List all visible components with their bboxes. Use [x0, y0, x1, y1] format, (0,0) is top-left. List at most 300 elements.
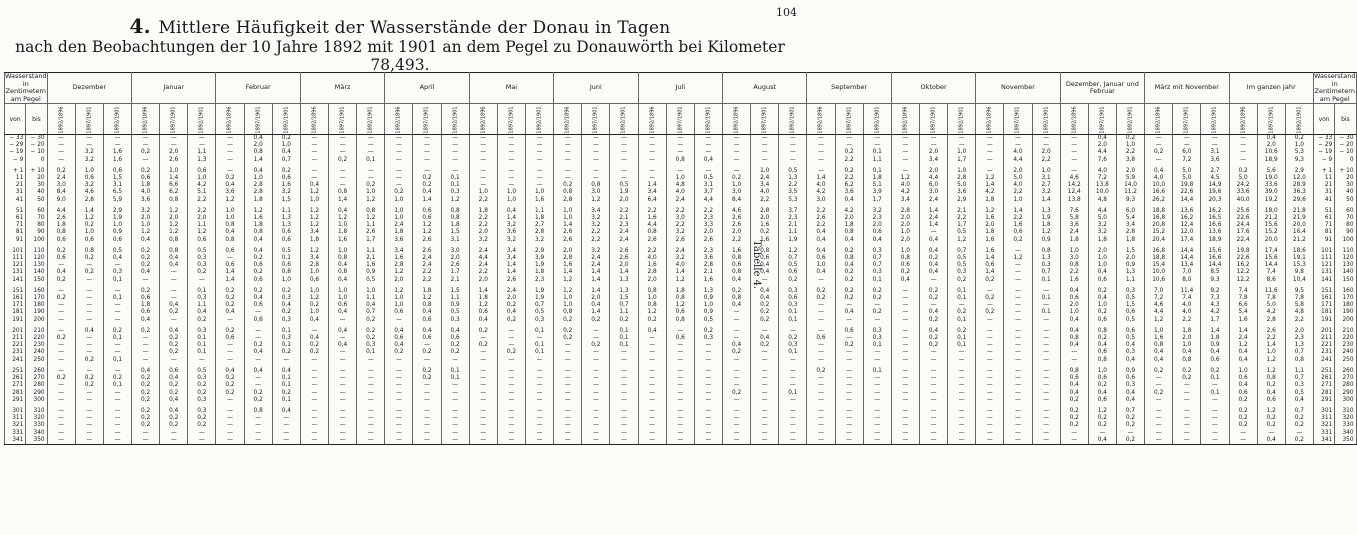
- day-count-cell: —: [1060, 157, 1088, 164]
- day-count-cell: 16,6: [1201, 222, 1229, 229]
- day-count-cell: —: [807, 408, 835, 415]
- day-count-cell: —: [1032, 349, 1060, 356]
- day-count-cell: —: [526, 408, 554, 415]
- day-count-cell: 1,4: [976, 182, 1004, 189]
- day-count-cell: 0,4: [751, 335, 779, 342]
- day-count-cell: —: [835, 302, 863, 309]
- day-count-cell: 0,7: [1285, 375, 1313, 382]
- day-count-cell: 0,2: [807, 288, 835, 295]
- day-count-cell: 1,1: [188, 222, 216, 229]
- day-count-cell: —: [976, 390, 1004, 397]
- day-count-cell: —: [779, 142, 807, 149]
- row-von-right: 321: [1313, 422, 1334, 429]
- day-count-cell: 0,4: [807, 269, 835, 276]
- day-count-cell: 3,4: [385, 248, 413, 255]
- day-count-cell: —: [188, 277, 216, 284]
- day-count-cell: —: [1173, 142, 1201, 149]
- day-count-cell: —: [132, 437, 160, 445]
- day-count-cell: 0,4: [300, 335, 328, 342]
- day-count-cell: 3,6: [216, 189, 244, 196]
- day-count-cell: 2,4: [919, 215, 947, 222]
- day-count-cell: —: [132, 342, 160, 349]
- day-count-cell: 0,4: [1145, 168, 1173, 175]
- day-count-cell: —: [103, 430, 131, 437]
- day-count-cell: —: [1004, 415, 1032, 422]
- day-count-cell: 4,4: [1088, 208, 1116, 215]
- day-count-cell: —: [807, 382, 835, 389]
- day-count-cell: 2,2: [694, 208, 722, 215]
- year-range-label: 1892/1896: [1240, 105, 1247, 134]
- day-count-cell: 2,0: [497, 295, 525, 302]
- day-count-cell: 0,4: [694, 157, 722, 164]
- bis-header-right: bis: [1335, 104, 1356, 135]
- day-count-cell: —: [132, 335, 160, 342]
- day-count-cell: —: [694, 422, 722, 429]
- day-count-cell: —: [103, 302, 131, 309]
- day-count-cell: 0,8: [722, 295, 750, 302]
- row-bis: 100: [26, 237, 47, 244]
- day-count-cell: 4,8: [1088, 197, 1116, 204]
- day-count-cell: —: [919, 430, 947, 437]
- year-range-header: [272, 104, 300, 135]
- row-bis: 130: [26, 262, 47, 269]
- day-count-cell: —: [526, 437, 554, 445]
- day-count-cell: 0,7: [948, 248, 976, 255]
- day-count-cell: —: [441, 415, 469, 422]
- day-count-cell: 1,2: [441, 197, 469, 204]
- day-count-cell: 0,2: [1257, 422, 1285, 429]
- table-row: [5, 368, 1357, 375]
- day-count-cell: —: [526, 182, 554, 189]
- day-count-cell: —: [694, 368, 722, 375]
- day-count-cell: 1,0: [132, 222, 160, 229]
- day-count-cell: 0,8: [835, 229, 863, 236]
- day-count-cell: —: [160, 288, 188, 295]
- day-count-cell: 0,2: [948, 277, 976, 284]
- day-count-cell: —: [891, 430, 919, 437]
- day-count-cell: —: [835, 335, 863, 342]
- day-count-cell: 0,6: [244, 317, 272, 324]
- day-count-cell: 1,1: [779, 229, 807, 236]
- table-row: [5, 237, 1357, 244]
- day-count-cell: 5,0: [1229, 175, 1257, 182]
- table-row: [5, 168, 1357, 175]
- day-count-cell: 4,4: [1088, 149, 1116, 156]
- day-count-cell: —: [751, 368, 779, 375]
- day-count-cell: —: [1060, 430, 1088, 437]
- day-count-cell: 1,0: [554, 302, 582, 309]
- day-count-cell: 19,1: [1285, 255, 1313, 262]
- day-count-cell: 2,8: [554, 255, 582, 262]
- day-count-cell: —: [1004, 382, 1032, 389]
- day-count-cell: —: [300, 149, 328, 156]
- day-count-cell: 1,8: [1088, 237, 1116, 244]
- row-bis-right: 130: [1335, 262, 1356, 269]
- day-count-cell: —: [497, 368, 525, 375]
- day-count-cell: 2,7: [1201, 168, 1229, 175]
- day-count-cell: 0,5: [188, 368, 216, 375]
- day-count-cell: 0,6: [103, 168, 131, 175]
- day-count-cell: 19,8: [1173, 182, 1201, 189]
- day-count-cell: 0,2: [441, 349, 469, 356]
- day-count-cell: 21,2: [1285, 237, 1313, 244]
- day-count-cell: —: [751, 437, 779, 445]
- day-count-cell: —: [1145, 437, 1173, 445]
- year-range-header: [216, 104, 244, 135]
- day-count-cell: —: [413, 135, 441, 143]
- day-count-cell: —: [47, 422, 75, 429]
- day-count-cell: 0,2: [357, 335, 385, 342]
- day-count-cell: —: [863, 430, 891, 437]
- year-range-label: 1892/1901: [283, 105, 290, 134]
- day-count-cell: 1,4: [582, 269, 610, 276]
- row-bis: 120: [26, 255, 47, 262]
- day-count-cell: 0,8: [1088, 357, 1116, 364]
- day-count-cell: —: [497, 175, 525, 182]
- day-count-cell: 1,2: [413, 229, 441, 236]
- day-count-cell: 3,7: [694, 189, 722, 196]
- day-count-cell: —: [47, 390, 75, 397]
- day-count-cell: —: [779, 437, 807, 445]
- day-count-cell: 1,0: [1173, 342, 1201, 349]
- day-count-cell: 2,0: [1060, 302, 1088, 309]
- day-count-cell: —: [919, 357, 947, 364]
- day-count-cell: —: [1173, 430, 1201, 437]
- day-count-cell: 14,2: [1060, 182, 1088, 189]
- day-count-cell: 0,5: [948, 229, 976, 236]
- day-count-cell: —: [526, 430, 554, 437]
- day-count-cell: 1,6: [1004, 222, 1032, 229]
- row-bis: 110: [26, 248, 47, 255]
- row-von-right: 91: [1313, 237, 1334, 244]
- day-count-cell: —: [497, 397, 525, 404]
- year-range-header: [1060, 104, 1088, 135]
- von-header: von: [5, 104, 26, 135]
- row-von: 71: [5, 222, 26, 229]
- year-range-label: 1892/1901: [705, 105, 712, 134]
- day-count-cell: 2,8: [526, 229, 554, 236]
- day-count-cell: 2,2: [188, 208, 216, 215]
- day-count-cell: 4,0: [132, 189, 160, 196]
- row-bis: 240: [26, 349, 47, 356]
- day-count-cell: 18,8: [1145, 255, 1173, 262]
- day-count-cell: —: [300, 328, 328, 335]
- day-count-cell: —: [216, 342, 244, 349]
- day-count-cell: 0,2: [1060, 408, 1088, 415]
- day-count-cell: —: [132, 142, 160, 149]
- day-count-cell: —: [300, 415, 328, 422]
- day-count-cell: 2,0: [160, 149, 188, 156]
- day-count-cell: 1,4: [216, 269, 244, 276]
- day-count-cell: 4,0: [807, 182, 835, 189]
- day-count-cell: —: [891, 382, 919, 389]
- day-count-cell: 0,1: [188, 349, 216, 356]
- day-count-cell: 0,6: [976, 262, 1004, 269]
- day-count-cell: 3,6: [497, 229, 525, 236]
- day-count-cell: —: [385, 157, 413, 164]
- day-count-cell: 4,4: [694, 197, 722, 204]
- table-row: [5, 302, 1357, 309]
- row-von-right: 161: [1313, 295, 1334, 302]
- day-count-cell: —: [1032, 142, 1060, 149]
- day-count-cell: —: [385, 175, 413, 182]
- day-count-cell: —: [554, 142, 582, 149]
- day-count-cell: 20,0: [1285, 222, 1313, 229]
- day-count-cell: —: [385, 368, 413, 375]
- day-count-cell: —: [75, 309, 103, 316]
- day-count-cell: —: [1060, 168, 1088, 175]
- day-count-cell: 7,3: [1201, 295, 1229, 302]
- day-count-cell: —: [1173, 382, 1201, 389]
- day-count-cell: 14,4: [1257, 262, 1285, 269]
- day-count-cell: —: [1004, 135, 1032, 143]
- day-count-cell: 0,4: [329, 328, 357, 335]
- day-count-cell: 0,6: [1116, 309, 1144, 316]
- day-count-cell: —: [526, 382, 554, 389]
- day-count-cell: —: [1173, 415, 1201, 422]
- day-count-cell: 2,8: [244, 189, 272, 196]
- day-count-cell: —: [666, 390, 694, 397]
- day-count-cell: 0,1: [779, 390, 807, 397]
- day-count-cell: 0,4: [919, 309, 947, 316]
- day-count-cell: 2,2: [835, 175, 863, 182]
- day-count-cell: —: [526, 142, 554, 149]
- day-count-cell: 0,2: [216, 295, 244, 302]
- day-count-cell: 0,2: [751, 317, 779, 324]
- day-count-cell: —: [1004, 317, 1032, 324]
- day-count-cell: 0,2: [1285, 437, 1313, 445]
- day-count-cell: 0,3: [188, 262, 216, 269]
- day-count-cell: 2,0: [469, 229, 497, 236]
- day-count-cell: 2,2: [610, 208, 638, 215]
- day-count-cell: 2,4: [919, 197, 947, 204]
- day-count-cell: 0,3: [272, 295, 300, 302]
- day-count-cell: —: [1032, 437, 1060, 445]
- day-count-cell: 5,0: [948, 182, 976, 189]
- row-bis-right: 140: [1335, 269, 1356, 276]
- day-count-cell: 2,8: [948, 175, 976, 182]
- day-count-cell: —: [160, 430, 188, 437]
- day-count-cell: —: [385, 437, 413, 445]
- day-count-cell: —: [554, 415, 582, 422]
- day-count-cell: —: [329, 135, 357, 143]
- day-count-cell: —: [863, 415, 891, 422]
- day-count-cell: —: [807, 142, 835, 149]
- day-count-cell: —: [891, 168, 919, 175]
- day-count-cell: —: [638, 357, 666, 364]
- day-count-cell: 2,9: [103, 208, 131, 215]
- year-range-header: [385, 104, 413, 135]
- row-von-right: 211: [1313, 335, 1334, 342]
- day-count-cell: 2,6: [666, 237, 694, 244]
- day-count-cell: —: [188, 135, 216, 143]
- day-count-cell: 0,2: [413, 349, 441, 356]
- day-count-cell: —: [300, 168, 328, 175]
- row-von-right: 201: [1313, 328, 1334, 335]
- day-count-cell: 0,2: [413, 175, 441, 182]
- day-count-cell: 1,4: [554, 222, 582, 229]
- day-count-cell: —: [1145, 382, 1173, 389]
- day-count-cell: —: [216, 408, 244, 415]
- day-count-cell: 0,7: [779, 255, 807, 262]
- day-count-cell: 0,2: [751, 302, 779, 309]
- row-von: 151: [5, 288, 26, 295]
- day-count-cell: 0,7: [610, 302, 638, 309]
- day-count-cell: 0,2: [132, 415, 160, 422]
- day-count-cell: 2,4: [1229, 335, 1257, 342]
- day-count-cell: —: [1201, 142, 1229, 149]
- day-count-cell: —: [779, 368, 807, 375]
- day-count-cell: —: [779, 157, 807, 164]
- day-count-cell: —: [441, 149, 469, 156]
- day-count-cell: —: [75, 277, 103, 284]
- day-count-cell: 0,1: [948, 317, 976, 324]
- day-count-cell: 0,8: [751, 248, 779, 255]
- day-count-cell: 0,2: [694, 328, 722, 335]
- day-count-cell: 0,1: [272, 255, 300, 262]
- day-count-cell: —: [132, 349, 160, 356]
- day-count-cell: —: [891, 142, 919, 149]
- day-count-cell: —: [47, 317, 75, 324]
- year-range-label: 1892/1896: [142, 105, 149, 134]
- day-count-cell: —: [722, 317, 750, 324]
- day-count-cell: —: [244, 382, 272, 389]
- day-count-cell: 0,6: [385, 335, 413, 342]
- day-count-cell: —: [1060, 142, 1088, 149]
- day-count-cell: 0,2: [1257, 415, 1285, 422]
- day-count-cell: 0,2: [47, 168, 75, 175]
- day-count-cell: 1,4: [976, 255, 1004, 262]
- day-count-cell: 0,2: [160, 349, 188, 356]
- day-count-cell: 6,6: [1229, 302, 1257, 309]
- day-count-cell: 2,8: [694, 262, 722, 269]
- day-count-cell: —: [103, 135, 131, 143]
- year-range-label: 1897/1901: [1183, 105, 1190, 134]
- stand-header-right: Wasserstand in Zentimetern am Pegel: [1313, 72, 1356, 103]
- day-count-cell: —: [497, 135, 525, 143]
- day-count-cell: 6,2: [160, 189, 188, 196]
- day-count-cell: 0,1: [103, 277, 131, 284]
- row-von-right: 71: [1313, 222, 1334, 229]
- day-count-cell: 0,4: [1060, 317, 1088, 324]
- day-count-cell: —: [244, 357, 272, 364]
- day-count-cell: —: [357, 175, 385, 182]
- day-count-cell: 2,0: [976, 222, 1004, 229]
- day-count-cell: —: [1032, 335, 1060, 342]
- day-count-cell: —: [779, 357, 807, 364]
- day-count-cell: 3,1: [103, 182, 131, 189]
- day-count-cell: 1,4: [807, 175, 835, 182]
- day-count-cell: 2,2: [1257, 335, 1285, 342]
- year-range-header: [919, 104, 947, 135]
- day-count-cell: 1,2: [300, 215, 328, 222]
- day-count-cell: 4,8: [666, 182, 694, 189]
- row-bis-right: 170: [1335, 295, 1356, 302]
- day-count-cell: —: [441, 390, 469, 397]
- day-count-cell: 3,6: [1060, 222, 1088, 229]
- day-count-cell: 2,6: [441, 262, 469, 269]
- day-count-cell: 1,2: [357, 215, 385, 222]
- year-range-label: 1897/1901: [86, 105, 93, 134]
- day-count-cell: —: [526, 415, 554, 422]
- day-count-cell: 1,2: [891, 175, 919, 182]
- day-count-cell: —: [610, 390, 638, 397]
- day-count-cell: 0,4: [1088, 295, 1116, 302]
- day-count-cell: 0,2: [863, 295, 891, 302]
- day-count-cell: 0,2: [554, 335, 582, 342]
- day-count-cell: 0,1: [863, 168, 891, 175]
- day-count-cell: 2,2: [469, 215, 497, 222]
- day-count-cell: 0,2: [75, 222, 103, 229]
- day-count-cell: 1,4: [1004, 208, 1032, 215]
- day-count-cell: —: [835, 135, 863, 143]
- day-count-cell: 0,2: [132, 397, 160, 404]
- day-count-cell: —: [666, 422, 694, 429]
- row-bis: 230: [26, 342, 47, 349]
- day-count-cell: 0,2: [779, 335, 807, 342]
- day-count-cell: 0,2: [216, 175, 244, 182]
- day-count-cell: —: [216, 157, 244, 164]
- day-count-cell: 0,5: [188, 248, 216, 255]
- row-von-right: + 1: [1313, 168, 1334, 175]
- day-count-cell: 0,8: [244, 149, 272, 156]
- row-von-right: 251: [1313, 368, 1334, 375]
- day-count-cell: 0,4: [497, 208, 525, 215]
- day-count-cell: 1,6: [751, 222, 779, 229]
- day-count-cell: —: [385, 422, 413, 429]
- day-count-cell: —: [75, 349, 103, 356]
- day-count-cell: —: [1032, 357, 1060, 364]
- day-count-cell: —: [891, 157, 919, 164]
- day-count-cell: —: [751, 382, 779, 389]
- day-count-cell: 0,6: [132, 309, 160, 316]
- day-count-cell: 5,9: [103, 197, 131, 204]
- day-count-cell: 0,2: [1285, 422, 1313, 429]
- day-count-cell: 18,6: [1285, 248, 1313, 255]
- day-count-cell: 0,8: [666, 157, 694, 164]
- day-count-cell: —: [863, 375, 891, 382]
- day-count-cell: —: [1229, 135, 1257, 143]
- bis-header: bis: [26, 104, 47, 135]
- day-count-cell: —: [779, 149, 807, 156]
- day-count-cell: 0,7: [863, 262, 891, 269]
- day-count-cell: 5,6: [1257, 168, 1285, 175]
- day-count-cell: 0,6: [779, 295, 807, 302]
- day-count-cell: 0,3: [694, 335, 722, 342]
- day-count-cell: 0,6: [103, 237, 131, 244]
- day-count-cell: —: [891, 368, 919, 375]
- year-range-header: [948, 104, 976, 135]
- day-count-cell: 0,8: [666, 317, 694, 324]
- day-count-cell: 0,6: [1088, 375, 1116, 382]
- day-count-cell: —: [779, 422, 807, 429]
- day-count-cell: 2,4: [666, 197, 694, 204]
- day-count-cell: —: [948, 368, 976, 375]
- day-count-cell: —: [441, 168, 469, 175]
- day-count-cell: —: [976, 168, 1004, 175]
- day-count-cell: 0,8: [441, 208, 469, 215]
- row-von-right: 21: [1313, 182, 1334, 189]
- year-range-header: [1116, 104, 1144, 135]
- day-count-cell: 0,2: [835, 342, 863, 349]
- day-count-cell: 0,8: [1173, 357, 1201, 364]
- day-count-cell: 0,4: [385, 328, 413, 335]
- day-count-cell: —: [1032, 415, 1060, 422]
- day-count-cell: 1,4: [919, 222, 947, 229]
- row-bis: 190: [26, 309, 47, 316]
- day-count-cell: 1,8: [132, 302, 160, 309]
- day-count-cell: 40,0: [1229, 197, 1257, 204]
